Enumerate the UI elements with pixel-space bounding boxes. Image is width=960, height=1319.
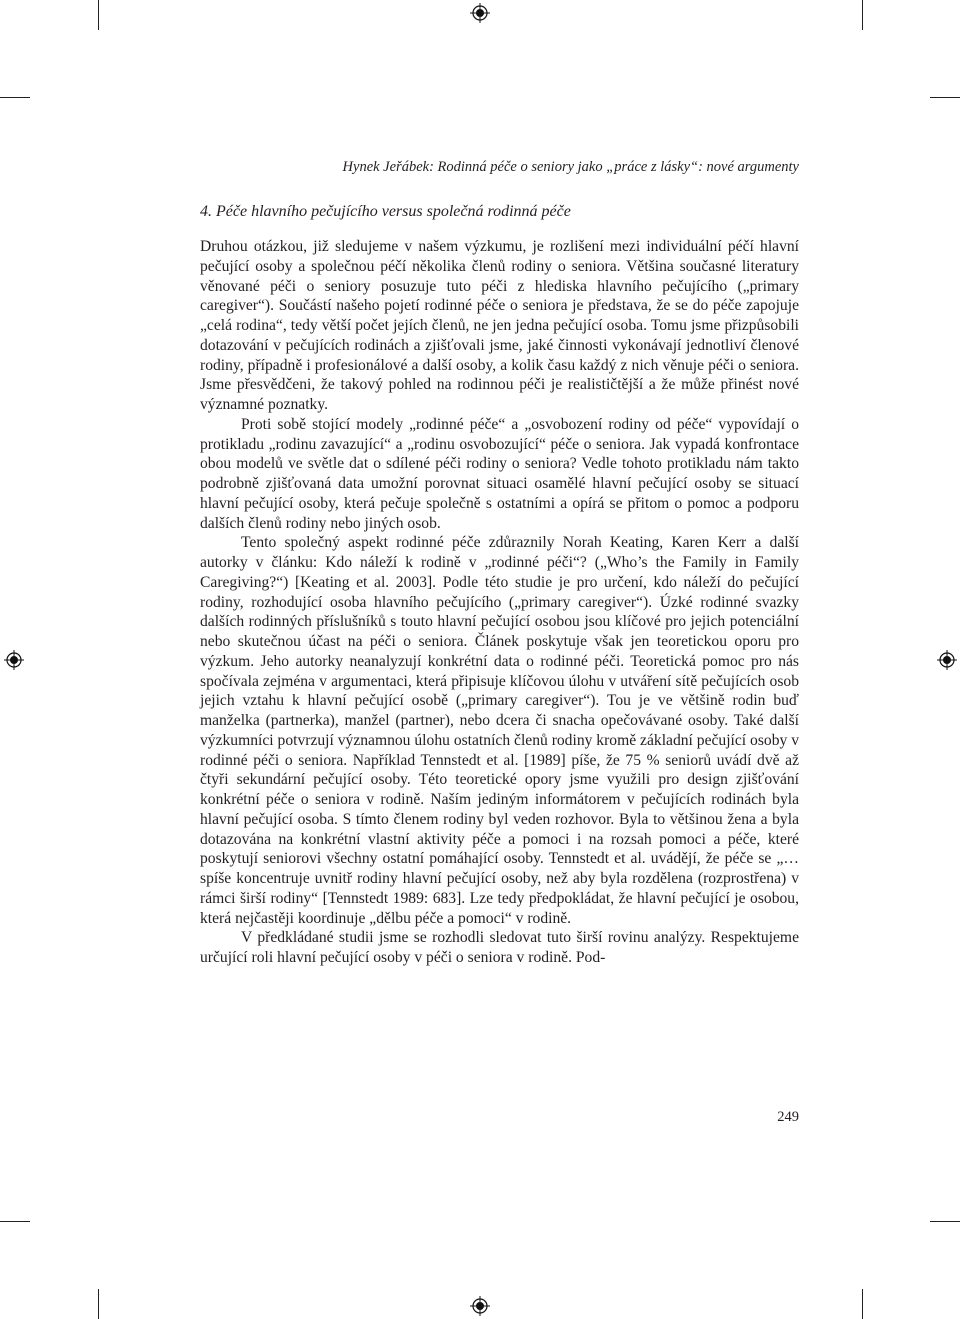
crop-mark-top-left	[0, 97, 30, 98]
crop-mark-top-right	[862, 0, 863, 30]
crop-mark-top-right	[930, 97, 960, 98]
crop-mark-bottom-left	[98, 1289, 99, 1319]
registration-mark-icon	[470, 3, 490, 23]
crop-mark-top-left	[98, 0, 99, 30]
paragraph: Druhou otázkou, již sledujeme v našem výzkumu, je rozlišení mezi individuální péčí hlavní pečující osoby a společnou péčí několika členů rodiny o seniora. Většina současné literatury věnované péči o seniory posuzuje tuto péči z hlediska hlavního pečujícího („primary caregiver“). Součástí našeho pojetí rodinné péče o seniora je představa, že se do péče zapojuje „celá rodina“, tedy větší počet jejích členů, ne jen jedna pečující osoba. Tomu jsme přizpůsobili dotazování v pečujících rodinách a zjišťovali jsme, jaké činnosti vykonávají jednotliví členové rodiny, případně i profesionálové a další osoby, a kolik času každý z nich věnuje péči o seniora. Jsme přesvědčeni, že takový pohled na rodinnou péči je realističtější a že může přinést nové významné poznatky.	[200, 238, 799, 413]
body-text	[200, 237, 799, 968]
registration-mark-icon	[470, 1296, 490, 1316]
crop-mark-bottom-right	[862, 1289, 863, 1319]
registration-mark-icon	[4, 650, 24, 670]
page-number: 249	[777, 1109, 799, 1125]
running-head: Hynek Jeřábek: Rodinná péče o seniory jako „práce z lásky“: nové argumenty	[342, 159, 799, 175]
section-heading: 4. Péče hlavního pečujícího versus společná rodinná péče	[200, 203, 571, 220]
paragraph: V předkládané studii jsme se rozhodli sledovat tuto širší rovinu analýzy. Respektujeme určující roli hlavní pečující osoby v péči o seniora v rodině. Pod-	[200, 929, 799, 966]
paragraph: Tento společný aspekt rodinné péče zdůraznily Norah Keating, Karen Kerr a další autorky v článku: Kdo náleží k rodině v „rodinné péči“? („Who’s the Family in Family Caregiving?“) [Keating et al. 2003]. Podle této studie je pro určení, kdo náleží do pečující rodiny, rozhodující osoba hlavního pečujícího („primary caregiver“). Úzké rodinné svazky dalších rodinných příslušníků s touto hlavní pečující osobou jsou klíčové pro jejich potenciální nebo skutečnou účast na péči o seniora. Článek poskytuje však jen teoretickou oporu pro výzkum. Jeho autorky neanalyzují konkrétní data o rodinné péči. Teoretická pomoc pro nás spočívala zejména v argumentaci, která připisuje klíčovou úlohu v utváření sítě pečujících osob jejich vztahu k hlavní pečující osobě („primary caregiver“). Tou je ve většině rodin buď manželka (partnerka), manžel (partner), nebo dcera či snacha opečovávané osoby. Také další výzkumníci potvrzují významnou úlohu ostatních členů rodiny kromě základní pečující osoby v rodinné péči o seniora. Například Tennstedt et al. [1989] píše, že 75 % seniorů uvádí dvě až čtyři sekundární pečující osoby. Této teoretické opory jsme využili pro design zjišťování konkrétní péče o seniora v rodině. Naším jediným informátorem v pečujících rodinách byla hlavní pečující osoba. S tímto členem rodiny byl veden rozhovor. Byla to většinou žena a byla dotazována na konkrétní vlastní aktivity péče a pomoci i na rozsah pomoci a péče, které poskytují seniorovi všechny ostatní pomáhající osoby. Tennstedt et al. uvádějí, že péče se „… spíše koncentruje uvnitř rodiny hlavní pečující osoby, než aby byla rozdělena (rozprostřena) v rámci širší rodiny“ [Tennstedt 1989: 683]. Lze tedy předpokládat, že hlavní pečující je osobou, která nejčastěji koordinuje „dělbu péče a pomoci“ v rodině.	[200, 534, 799, 927]
crop-mark-bottom-right	[930, 1221, 960, 1222]
paragraph: Proti sobě stojící modely „rodinné péče“ a „osvobození rodiny od péče“ vypovídají o protikladu „rodinu zavazující“ a „rodinu osvobozující“ péče o seniora. Jak vypadá konfrontace obou modelů ve světle dat o sdílené péči rodiny o seniora? Vedle tohoto protikladu nám takto podrobně zjišťovaná data umožní porovnat situaci osamělé hlavní pečující osoby se situací hlavní pečující osoby, která pečuje společně s ostatními a opírá se přitom o pomoc a podporu dalších členů rodiny nebo jiných osob.	[200, 415, 799, 532]
crop-mark-bottom-left	[0, 1221, 30, 1222]
registration-mark-icon	[937, 650, 957, 670]
